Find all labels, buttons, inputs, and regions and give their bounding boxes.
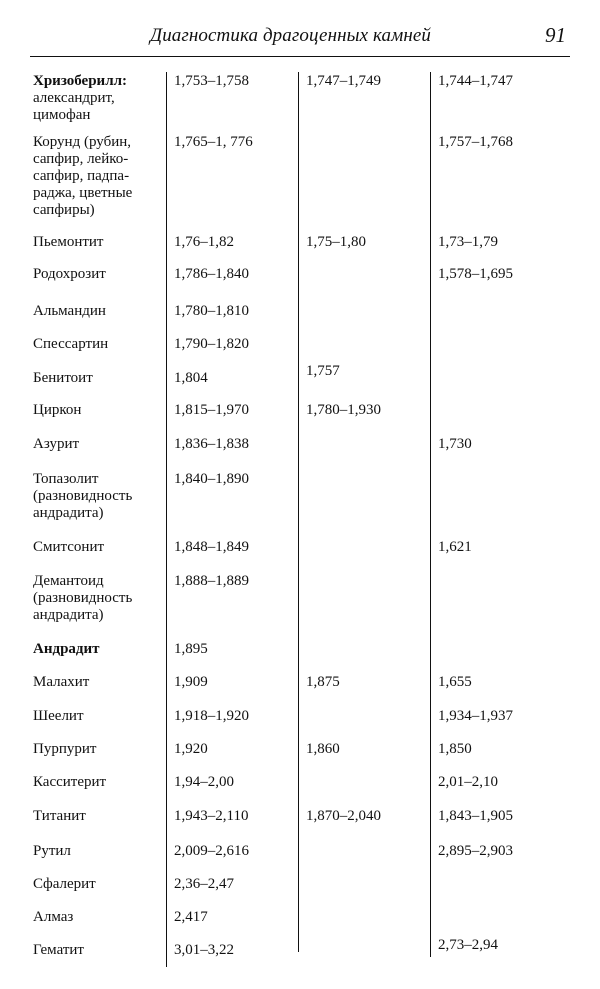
mineral-name: Спессартин [33,336,109,352]
index-col-1: 1,790–1,820 [174,336,249,352]
index-col-1: 1,909 [174,674,208,690]
index-col-2: 1,870–2,040 [306,808,381,824]
mineral-name: Андрадит [33,641,100,657]
mineral-name: Азурит [33,436,80,452]
index-col-3: 1,655 [438,674,472,690]
index-col-1: 1,836–1,838 [174,436,249,452]
index-col-3: 1,578–1,695 [438,266,513,282]
index-col-1: 1,840–1,890 [174,471,249,487]
mineral-name: Корунд (рубин, сапфир, лейко-сапфир, падпа-раджа, цветные сапфиры) [33,134,133,218]
index-col-1: 1,848–1,849 [174,539,249,555]
index-col-1: 1,780–1,810 [174,303,249,319]
page-number: 91 [545,23,566,47]
mineral-name: Титанит [33,808,86,824]
mineral-name: Рутил [33,843,71,859]
index-col-2: 1,75–1,80 [306,234,366,250]
index-col-2: 1,747–1,749 [306,73,381,89]
index-col-1: 1,920 [174,741,208,757]
mineral-name: Альмандин [33,303,106,319]
index-col-1: 3,01–3,22 [174,942,234,958]
index-col-3: 2,73–2,94 [438,937,498,953]
index-col-1: 1,76–1,82 [174,234,234,250]
index-col-3: 1,744–1,747 [438,73,513,89]
mineral-name: Малахит [33,674,90,690]
index-col-3: 1,850 [438,741,472,757]
index-col-3: 1,843–1,905 [438,808,513,824]
index-col-1: 1,804 [174,370,208,386]
index-col-1: 1,765–1, 776 [174,134,253,150]
index-col-3: 1,730 [438,436,472,452]
mineral-name: Смитсонит [33,539,105,555]
index-col-1: 1,815–1,970 [174,402,249,418]
mineral-name: Сфалерит [33,876,96,892]
mineral-name: Пьемонтит [33,234,104,250]
mineral-name: Шеелит [33,708,84,724]
mineral-name: Касситерит [33,774,107,790]
index-col-3: 1,621 [438,539,472,555]
mineral-name: Родохрозит [33,266,106,282]
index-col-2: 1,875 [306,674,340,690]
index-col-1: 1,786–1,840 [174,266,249,282]
index-col-1: 1,753–1,758 [174,73,249,89]
index-col-1: 2,36–2,47 [174,876,234,892]
index-col-3: 2,895–2,903 [438,843,513,859]
index-col-1: 1,895 [174,641,208,657]
index-col-1: 2,009–2,616 [174,843,249,859]
column-divider-2 [298,72,299,952]
index-col-2: 1,757 [306,363,340,379]
mineral-varieties: александрит, цимофан [33,90,115,123]
index-col-1: 1,918–1,920 [174,708,249,724]
mineral-name: Хризоберилл: александрит, цимофан [33,73,128,123]
index-col-3: 2,01–2,10 [438,774,498,790]
index-col-2: 1,860 [306,741,340,757]
mineral-name: Пурпурит [33,741,97,757]
mineral-name: Демантоид (разновидность андрадита) [33,573,133,623]
mineral-name: Гематит [33,942,84,958]
index-col-1: 1,94–2,00 [174,774,234,790]
index-col-1: 1,888–1,889 [174,573,249,589]
index-col-3: 1,757–1,768 [438,134,513,150]
mineral-name: Бенитоит [33,370,93,386]
index-col-1: 2,417 [174,909,208,925]
index-col-1: 1,943–2,110 [174,808,249,824]
mineral-name: Топазолит (разновидность андрадита) [33,471,133,521]
mineral-name: Циркон [33,402,82,418]
page-header [30,22,570,57]
index-col-2: 1,780–1,930 [306,402,381,418]
index-col-3: 1,934–1,937 [438,708,513,724]
mineral-name: Алмаз [33,909,74,925]
column-divider-3 [430,72,431,957]
column-divider-1 [166,72,167,967]
page-title: Диагностика драгоценных камней [150,25,431,46]
index-col-3: 1,73–1,79 [438,234,498,250]
